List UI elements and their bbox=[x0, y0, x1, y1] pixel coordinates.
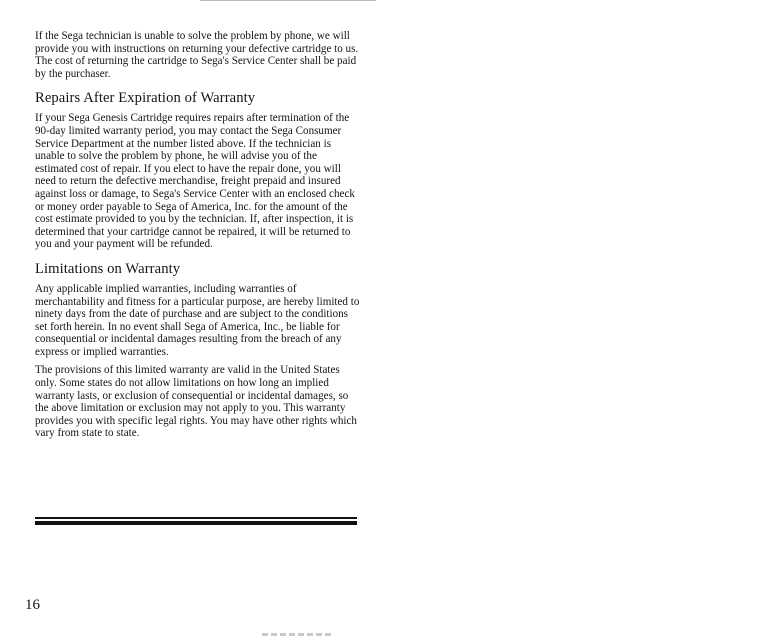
bottom-edge-marks bbox=[262, 633, 334, 636]
double-rule-divider bbox=[35, 517, 357, 525]
rule-thick-line bbox=[35, 521, 357, 525]
page-number: 16 bbox=[25, 597, 40, 613]
intro-paragraph: If the Sega technician is unable to solve the problem by phone, we will provide you with instructions on returning your defective cartridge to us. The cost of returning the cartridge to Sega's Service Center shall be paid by the purchaser. bbox=[35, 30, 359, 80]
rule-thin-line bbox=[35, 517, 357, 519]
limitations-paragraph-2: The provisions of this limited warranty are valid in the United States only. Some states do not allow limitations on how long an implied warranty lasts, or exclusion of consequential or incidental damages, so the above limitation or exclusion may not apply to you. This warranty provides you with specific legal rights. You may have other rights which vary from state to state. bbox=[35, 364, 357, 440]
section-heading-repairs: Repairs After Expiration of Warranty bbox=[35, 90, 256, 107]
repairs-paragraph: If your Sega Genesis Cartridge requires repairs after termination of the 90-day limited warranty period, you may contact the Sega Consumer Service Department at the number listed above. If the technician is unable to solve the problem by phone, he will advise you of the estimated cost of repair. If you elect to have the repair done, you will need to return the defective merchandise, freight prepaid and insured against loss or damage, to Sega's Service Center with an enclosed check or money order payable to Sega of America, Inc. for the amount of the cost estimate provided to you by the technician. If, after inspection, it is determined that your cartridge cannot be repaired, it will be returned to you and your payment will be refunded. bbox=[35, 112, 355, 251]
limitations-paragraph-1: Any applicable implied warranties, including warranties of merchantability and fitness for a particular purpose, are hereby limited to ninety days from the date of purchase and are subject to the conditions set forth herein. In no event shall Sega of America, Inc., be liable for consequential or incidental damages resulting from the breach of any express or implied warranties. bbox=[35, 282, 360, 358]
warranty-text-column bbox=[35, 30, 360, 440]
section-heading-limitations: Limitations on Warranty bbox=[35, 260, 181, 277]
top-edge-line bbox=[200, 0, 376, 1]
